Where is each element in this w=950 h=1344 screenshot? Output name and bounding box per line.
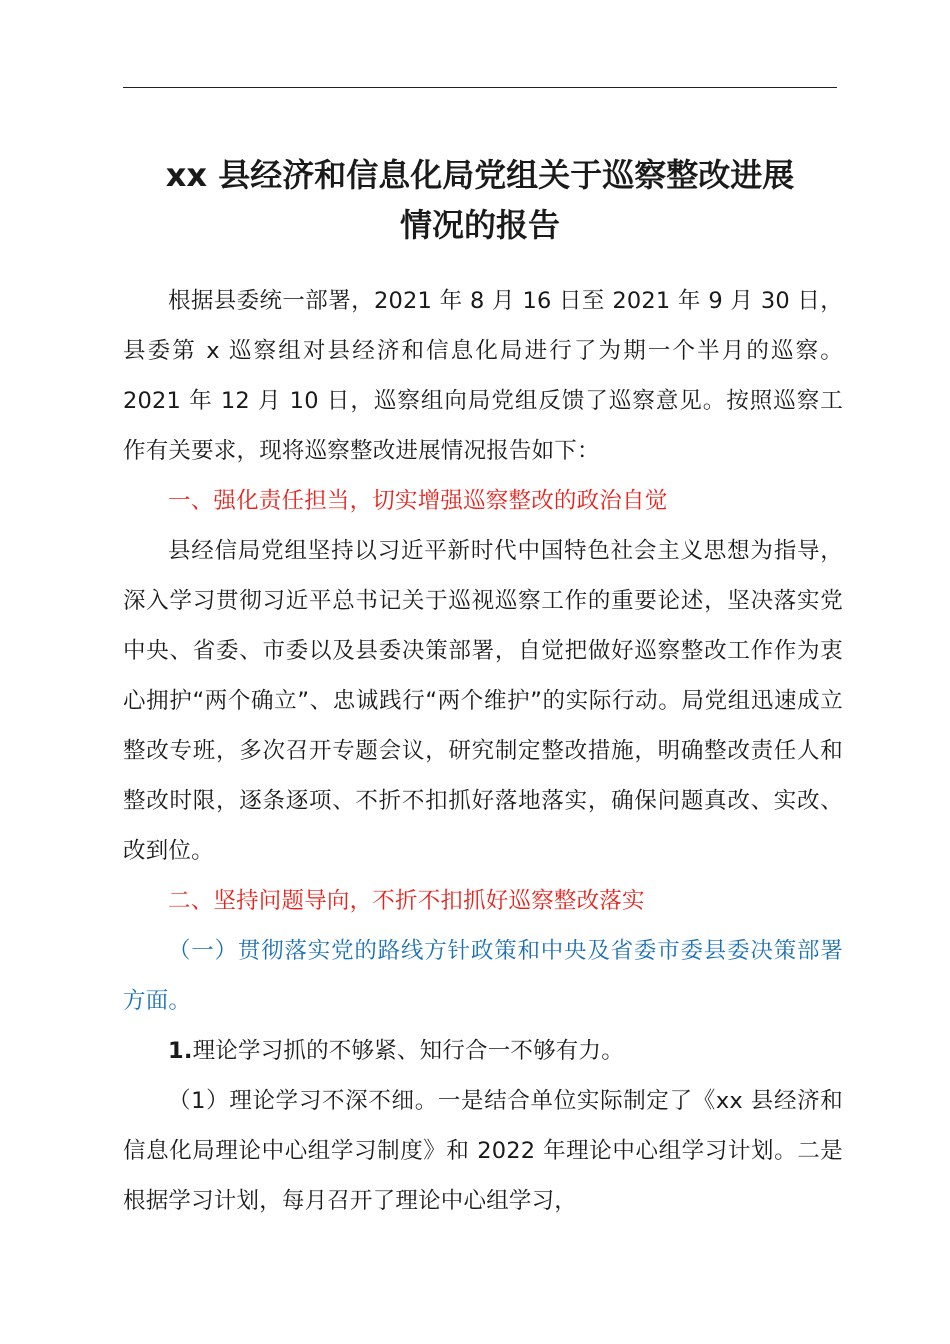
item-1-1-paragraph: （1）理论学习不深不细。一是结合单位实际制定了《xx 县经济和信息化局理论中心组学习制度》和 2022 年理论中心组学习计划。二是根据学习计划，每月召开了理论中心组学习，: [123, 1088, 843, 1214]
title-line-1: xx 县经济和信息化局党组关于巡察整改进展: [165, 156, 795, 194]
header-rule: [123, 87, 837, 88]
item-1-number: 1.: [168, 1038, 193, 1064]
intro-paragraph: 根据县委统一部署，2021 年 8 月 16 日至 2021 年 9 月 30 日，县委第 x 巡察组对县经济和信息化局进行了为期一个半月的巡察。2021 年 12 月 10 日，巡察组向局党组反馈了巡察意见。按照巡察工作有关要求，现将巡察整改进展情况报告如下：: [123, 288, 843, 464]
document-body: [123, 276, 843, 1226]
subsection-heading-1: （一）贯彻落实党的路线方针政策和中央及省委市委县委决策部署方面。: [123, 938, 843, 1014]
section-heading-1: 一、强化责任担当，切实增强巡察整改的政治自觉: [168, 488, 668, 514]
item-1-text: 理论学习抓的不够紧、知行合一不够有力。: [192, 1038, 624, 1064]
title-line-2: 情况的报告: [399, 206, 560, 244]
section-1-paragraph: 县经信局党组坚持以习近平新时代中国特色社会主义思想为指导，深入学习贯彻习近平总书记关于巡视巡察工作的重要论述，坚决落实党中央、省委、市委以及县委决策部署，自觉把做好巡察整改工作作为衷心拥护“两个确立”、忠诚践行“两个维护”的实际行动。局党组迅速成立整改专班，多次召开专题会议，研究制定整改措施，明确整改责任人和整改时限，逐条逐项、不折不扣抓好落地落实，确保问题真改、实改、改到位。: [123, 538, 843, 864]
document-title: [110, 150, 850, 250]
item-1-paragraph: [123, 1026, 843, 1076]
section-heading-2: 二、坚持问题导向，不折不扣抓好巡察整改落实: [168, 888, 645, 914]
